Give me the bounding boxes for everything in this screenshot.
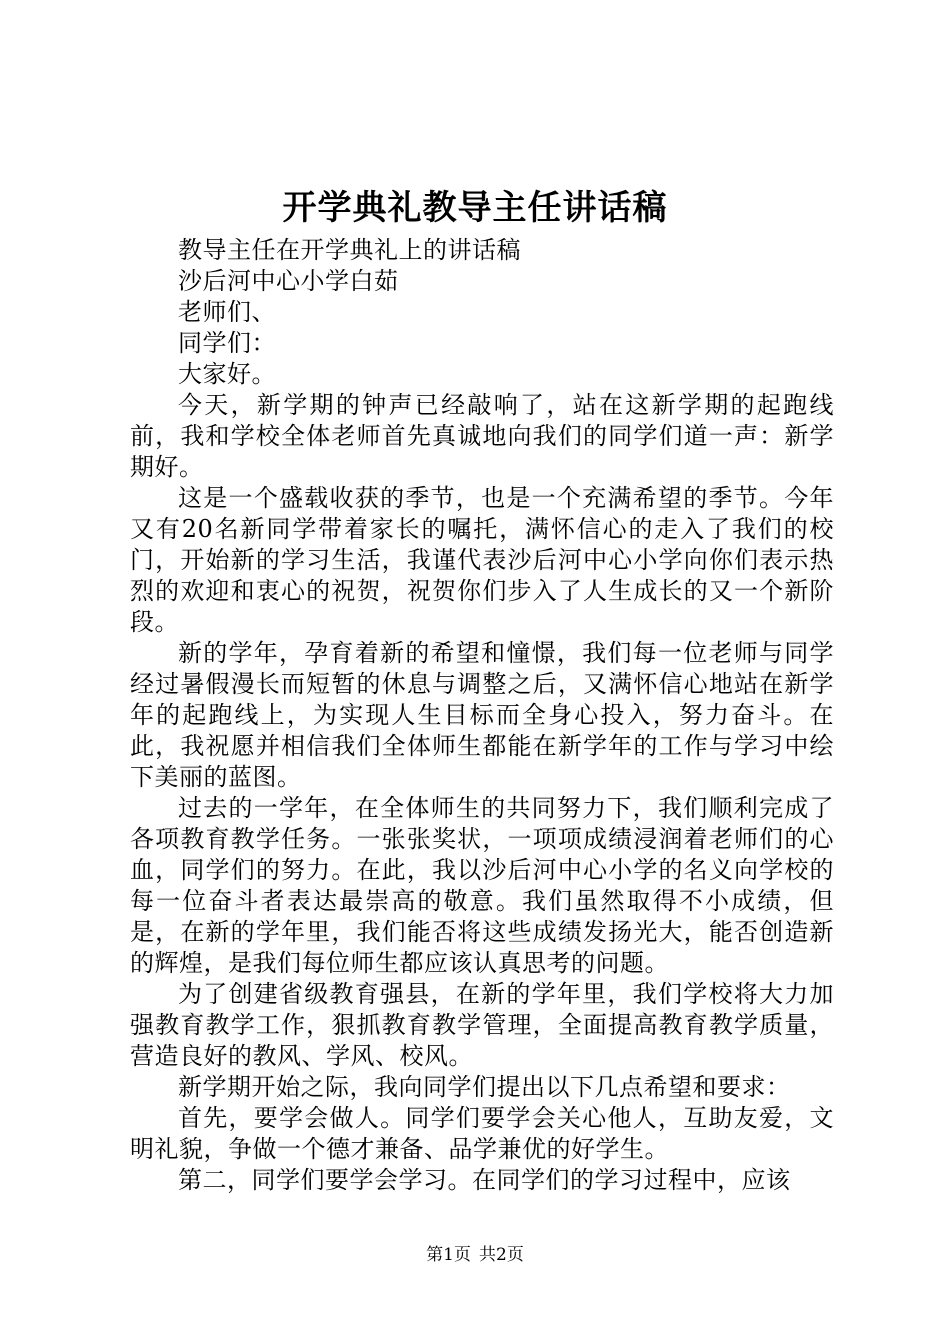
- paragraph: 首先，要学会做人。同学们要学会关心他人，互助友爱，文明礼貌，争做一个德才兼备、品学兼优的好学生。: [130, 1104, 834, 1163]
- paragraph-greeting-teachers: 老师们、: [178, 298, 276, 326]
- paragraph-subtitle: 教导主任在开学典礼上的讲话稿: [178, 236, 521, 264]
- paragraph: 第二，同学们要学会学习。在同学们的学习过程中，应该: [178, 1166, 791, 1194]
- paragraph-greeting-all: 大家好。: [178, 360, 276, 388]
- paragraph: 过去的一学年，在全体师生的共同努力下，我们顺利完成了各项教育教学任务。一张张奖状，一项项成绩浸润着老师们的心血，同学们的努力。在此，我以沙后河中心小学的名义向学校的每一位奋斗者表达最崇高的敬意。我们虽然取得不小成绩，但是，在新的学年里，我们能否将这些成绩发扬光大，能否创造新的辉煌，是我们每位师生都应该认真思考的问题。: [130, 794, 834, 977]
- page-footer: [0, 1243, 950, 1267]
- paragraph: 新的学年，孕育着新的希望和憧憬，我们每一位老师与同学经过暑假漫长而短暂的休息与调整之后，又满怀信心地站在新学年的起跑线上，为实现人生目标而全身心投入，努力奋斗。在此，我祝愿并相信我们全体师生都能在新学年的工作与学习中绘下美丽的蓝图。: [130, 639, 834, 791]
- paragraph: 为了创建省级教育强县，在新的学年里，我们学校将大力加强教育教学工作，狠抓教育教学管理，全面提高教育教学质量，营造良好的教风、学风、校风。: [130, 980, 834, 1070]
- paragraph-greeting-students: 同学们：: [178, 329, 276, 357]
- page-number-total: 共2页: [479, 1245, 524, 1265]
- paragraph: 新学期开始之际，我向同学们提出以下几点希望和要求：: [178, 1073, 791, 1101]
- page-number-current: 第1页: [426, 1245, 471, 1265]
- paragraph-author: 沙后河中心小学白茹: [178, 267, 399, 295]
- paragraph: 今天，新学期的钟声已经敲响了，站在这新学期的起跑线前，我和学校全体老师首先真诚地向我们的同学们道一声：新学期好。: [130, 391, 834, 481]
- document-title: 开学典礼教导主任讲话稿: [282, 188, 668, 228]
- document-body: [130, 235, 834, 1196]
- paragraph: 这是一个盛载收获的季节，也是一个充满希望的季节。今年又有20名新同学带着家长的嘱托，满怀信心的走入了我们的校门，开始新的学习生活，我谨代表沙后河中心小学向你们表示热烈的欢迎和衷心的祝贺，祝贺你们步入了人生成长的又一个新阶段。: [130, 484, 834, 636]
